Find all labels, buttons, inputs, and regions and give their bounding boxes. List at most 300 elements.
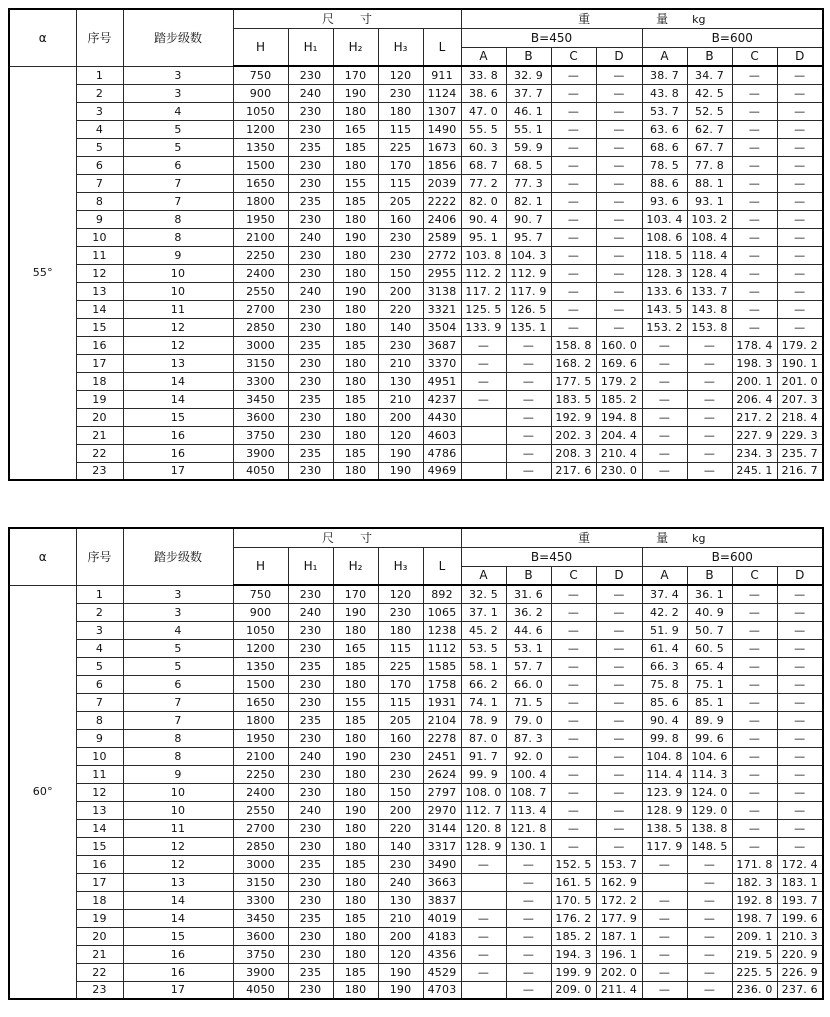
cell: — — [732, 765, 777, 783]
cell: 115 — [378, 639, 423, 657]
cell: — — [732, 675, 777, 693]
table-row — [9, 981, 823, 999]
cell: 2700 — [233, 300, 288, 318]
cell: 99. 9 — [461, 765, 506, 783]
dim-col-header: L — [423, 28, 461, 66]
table-row — [9, 444, 823, 462]
cell: 114. 4 — [642, 765, 687, 783]
cell: — — [506, 981, 551, 999]
cell: 12 — [76, 264, 123, 282]
cell: 185 — [333, 390, 378, 408]
cell: — — [732, 603, 777, 621]
cell: 75. 8 — [642, 675, 687, 693]
cell: 207. 3 — [777, 390, 823, 408]
cell: 90. 4 — [642, 711, 687, 729]
table-row — [9, 408, 823, 426]
cell: 36. 2 — [506, 603, 551, 621]
cell: 112. 7 — [461, 801, 506, 819]
cell: 52. 5 — [687, 102, 732, 120]
cell: 1673 — [423, 138, 461, 156]
cell: 1 — [76, 66, 123, 84]
cell: 230. 0 — [596, 462, 642, 480]
cell: 1758 — [423, 675, 461, 693]
cell: 230 — [288, 675, 333, 693]
cell: — — [506, 444, 551, 462]
cell: 68. 6 — [642, 138, 687, 156]
cell: — — [506, 873, 551, 891]
cell: 3900 — [233, 963, 288, 981]
cell: 200 — [378, 801, 423, 819]
cell: 37. 7 — [506, 84, 551, 102]
cell: 190 — [333, 801, 378, 819]
cell: 240 — [288, 801, 333, 819]
cell: 171. 8 — [732, 855, 777, 873]
table-row — [9, 174, 823, 192]
cell: 1931 — [423, 693, 461, 711]
cell: 182. 3 — [732, 873, 777, 891]
cell: 240 — [288, 603, 333, 621]
table-row — [9, 909, 823, 927]
cell: 51. 9 — [642, 621, 687, 639]
cell: — — [506, 945, 551, 963]
cell: 68. 7 — [461, 156, 506, 174]
cell: 3837 — [423, 891, 461, 909]
cell: 230 — [288, 318, 333, 336]
cell: 200 — [378, 408, 423, 426]
cell: — — [596, 801, 642, 819]
cell: 3600 — [233, 408, 288, 426]
cell: — — [551, 639, 596, 657]
dims-title-text: 寸 — [360, 12, 373, 27]
cell: — — [506, 855, 551, 873]
cell: 187. 1 — [596, 927, 642, 945]
cell: 100. 4 — [506, 765, 551, 783]
cell: — — [551, 729, 596, 747]
cell: — — [551, 801, 596, 819]
cell: 216. 7 — [777, 462, 823, 480]
cell: — — [732, 318, 777, 336]
cell: 178. 4 — [732, 336, 777, 354]
cell: 230 — [288, 729, 333, 747]
cell: 185 — [333, 657, 378, 675]
cell: — — [551, 84, 596, 102]
cell: 12 — [76, 783, 123, 801]
cell: — — [687, 873, 732, 891]
cell: — — [777, 300, 823, 318]
cell: 170 — [378, 156, 423, 174]
cell: 34. 7 — [687, 66, 732, 84]
cell: 4969 — [423, 462, 461, 480]
cell: — — [732, 657, 777, 675]
cell: 240 — [288, 84, 333, 102]
cell: 108. 4 — [687, 228, 732, 246]
table-row — [9, 336, 823, 354]
table-row — [9, 603, 823, 621]
cell: 230 — [288, 891, 333, 909]
cell: 93. 6 — [642, 192, 687, 210]
weight-subcol-header: C — [732, 566, 777, 585]
cell: — — [777, 66, 823, 84]
cell: 210 — [378, 390, 423, 408]
cell: 230 — [288, 102, 333, 120]
cell: 217. 2 — [732, 408, 777, 426]
cell: 12 — [123, 318, 233, 336]
cell: 230 — [288, 246, 333, 264]
table-row — [9, 354, 823, 372]
cell: 180 — [333, 264, 378, 282]
weight-unit-label: kg — [692, 532, 706, 546]
cell: — — [777, 138, 823, 156]
cell: 1 — [76, 585, 123, 603]
cell: — — [732, 120, 777, 138]
table-row — [9, 711, 823, 729]
cell: 4050 — [233, 981, 288, 999]
cell: 115 — [378, 120, 423, 138]
cell: 2589 — [423, 228, 461, 246]
cell: 180 — [333, 675, 378, 693]
cell: 1650 — [233, 174, 288, 192]
cell: — — [551, 585, 596, 603]
cell: 3450 — [233, 390, 288, 408]
cell: 230 — [288, 873, 333, 891]
cell: 3300 — [233, 891, 288, 909]
cell: 3 — [123, 603, 233, 621]
cell: 112. 9 — [506, 264, 551, 282]
cell: 165 — [333, 120, 378, 138]
cell: 200. 1 — [732, 372, 777, 390]
cell: 17 — [76, 354, 123, 372]
cell: 235 — [288, 711, 333, 729]
cell: — — [596, 174, 642, 192]
cell: — — [687, 444, 732, 462]
cell: 230 — [288, 156, 333, 174]
cell: 5 — [76, 657, 123, 675]
cell: 225. 5 — [732, 963, 777, 981]
cell: 8 — [76, 192, 123, 210]
cell: 1800 — [233, 192, 288, 210]
table-body — [9, 66, 823, 480]
cell: 7 — [123, 693, 233, 711]
cell: 230 — [288, 264, 333, 282]
cell: 1112 — [423, 639, 461, 657]
cell: 130. 1 — [506, 837, 551, 855]
cell: — — [732, 819, 777, 837]
cell: 123. 9 — [642, 783, 687, 801]
cell: 91. 7 — [461, 747, 506, 765]
cell: 227. 9 — [732, 426, 777, 444]
cell: 3663 — [423, 873, 461, 891]
cell: 179. 2 — [596, 372, 642, 390]
cell: 193. 7 — [777, 891, 823, 909]
cell: 180 — [333, 765, 378, 783]
cell: — — [687, 945, 732, 963]
table-row — [9, 246, 823, 264]
cell: — — [732, 138, 777, 156]
cell: 125. 5 — [461, 300, 506, 318]
cell: 192. 9 — [551, 408, 596, 426]
cell: 128. 3 — [642, 264, 687, 282]
cell: 230 — [288, 621, 333, 639]
cell: 230 — [288, 462, 333, 480]
cell: — — [687, 354, 732, 372]
cell: — — [732, 747, 777, 765]
cell: 219. 5 — [732, 945, 777, 963]
cell: — — [687, 336, 732, 354]
cell: 190 — [333, 84, 378, 102]
cell: 9 — [76, 210, 123, 228]
cell: 2100 — [233, 747, 288, 765]
cell: — — [596, 747, 642, 765]
cell: 172. 4 — [777, 855, 823, 873]
cell: 230 — [288, 585, 333, 603]
cell: 6 — [76, 675, 123, 693]
cell: 8 — [123, 729, 233, 747]
cell: 2400 — [233, 783, 288, 801]
cell: 1307 — [423, 102, 461, 120]
cell: 235 — [288, 336, 333, 354]
cell: 180 — [333, 246, 378, 264]
cell: 180 — [333, 210, 378, 228]
cell: 58. 1 — [461, 657, 506, 675]
cell: 108. 6 — [642, 228, 687, 246]
col-header-alpha: α — [9, 528, 76, 585]
cell: 11 — [76, 765, 123, 783]
weight-subcol-header: C — [732, 47, 777, 66]
cell: 229. 3 — [777, 426, 823, 444]
cell: 77. 3 — [506, 174, 551, 192]
weight-subcol-header: A — [461, 566, 506, 585]
cell: 230 — [288, 837, 333, 855]
cell: 63. 6 — [642, 120, 687, 138]
weight-unit-label: kg — [692, 13, 706, 27]
cell: 88. 6 — [642, 174, 687, 192]
cell: 2772 — [423, 246, 461, 264]
cell: 172. 2 — [596, 891, 642, 909]
cell: 117. 9 — [642, 837, 687, 855]
cell: 2100 — [233, 228, 288, 246]
cell: 3600 — [233, 927, 288, 945]
cell: 3150 — [233, 354, 288, 372]
cell: — — [596, 675, 642, 693]
cell: — — [461, 390, 506, 408]
table-row — [9, 585, 823, 603]
table-row — [9, 873, 823, 891]
cell: 230 — [288, 174, 333, 192]
cell: 190 — [378, 981, 423, 999]
cell: 47. 0 — [461, 102, 506, 120]
cell: 23 — [76, 462, 123, 480]
cell: 90. 7 — [506, 210, 551, 228]
cell: 82. 0 — [461, 192, 506, 210]
cell: 205 — [378, 192, 423, 210]
cell: 209. 0 — [551, 981, 596, 999]
cell: 237. 6 — [777, 981, 823, 999]
cell: — — [687, 963, 732, 981]
cell: 194. 8 — [596, 408, 642, 426]
cell: 120 — [378, 426, 423, 444]
table-row — [9, 102, 823, 120]
cell: 3900 — [233, 444, 288, 462]
cell: 128. 9 — [642, 801, 687, 819]
cell: 14 — [76, 819, 123, 837]
cell: — — [551, 819, 596, 837]
weight-subcol-header: B — [687, 566, 732, 585]
cell: 208. 3 — [551, 444, 596, 462]
cell: 2797 — [423, 783, 461, 801]
cell: — — [687, 927, 732, 945]
cell: — — [732, 729, 777, 747]
cell: 190 — [378, 462, 423, 480]
cell: — — [596, 228, 642, 246]
cell: 85. 1 — [687, 693, 732, 711]
dims-title-text: 尺 — [321, 12, 334, 27]
cell: 180 — [378, 102, 423, 120]
cell: — — [596, 66, 642, 84]
cell: — — [461, 927, 506, 945]
cell: 2 — [76, 603, 123, 621]
cell: 12 — [123, 336, 233, 354]
weight-subcol-header: D — [777, 47, 823, 66]
cell: 230 — [378, 336, 423, 354]
cell: 185 — [333, 855, 378, 873]
cell: 115 — [378, 174, 423, 192]
cell: — — [596, 837, 642, 855]
cell: 185 — [333, 192, 378, 210]
cell: 180 — [333, 354, 378, 372]
cell: 230 — [288, 783, 333, 801]
cell: 115 — [378, 693, 423, 711]
cell: 750 — [233, 585, 288, 603]
cell: 3750 — [233, 945, 288, 963]
cell: 230 — [288, 819, 333, 837]
cell: 32. 5 — [461, 585, 506, 603]
cell: 158. 8 — [551, 336, 596, 354]
table-row — [9, 819, 823, 837]
cell: 15 — [76, 318, 123, 336]
cell: 5 — [123, 138, 233, 156]
cell: 190 — [333, 228, 378, 246]
cell: 135. 1 — [506, 318, 551, 336]
cell: 8 — [123, 747, 233, 765]
cell: — — [596, 318, 642, 336]
cell: 108. 7 — [506, 783, 551, 801]
cell: 225 — [378, 657, 423, 675]
cell: 3490 — [423, 855, 461, 873]
cell: — — [506, 354, 551, 372]
cell: — — [596, 693, 642, 711]
cell: — — [551, 747, 596, 765]
cell: — — [461, 354, 506, 372]
cell: 16 — [123, 426, 233, 444]
cell: 59. 9 — [506, 138, 551, 156]
cell: — — [551, 693, 596, 711]
cell: 14 — [76, 300, 123, 318]
table-row — [9, 426, 823, 444]
cell: 6 — [76, 156, 123, 174]
table-header — [9, 9, 823, 66]
cell: — — [551, 783, 596, 801]
cell: 1650 — [233, 693, 288, 711]
cell: — — [596, 657, 642, 675]
cell: 23 — [76, 981, 123, 999]
cell: — — [506, 891, 551, 909]
cell: — — [777, 675, 823, 693]
cell: 1050 — [233, 102, 288, 120]
cell: — — [687, 855, 732, 873]
b450-group-header: B=450 — [461, 547, 642, 566]
table-row — [9, 675, 823, 693]
cell: — — [777, 246, 823, 264]
cell: 2039 — [423, 174, 461, 192]
cell: 95. 7 — [506, 228, 551, 246]
cell: 4183 — [423, 927, 461, 945]
table-row — [9, 300, 823, 318]
cell: 180 — [333, 102, 378, 120]
cell: 185. 2 — [551, 927, 596, 945]
dim-col-header: L — [423, 547, 461, 585]
cell: 4430 — [423, 408, 461, 426]
weight-subcol-header: D — [596, 47, 642, 66]
cell: — — [687, 909, 732, 927]
cell: 230 — [378, 84, 423, 102]
cell: 37. 1 — [461, 603, 506, 621]
cell: 750 — [233, 66, 288, 84]
dims-group-header — [233, 528, 461, 547]
cell: 3317 — [423, 837, 461, 855]
cell: 57. 7 — [506, 657, 551, 675]
cell: — — [777, 693, 823, 711]
cell — [461, 981, 506, 999]
cell: — — [687, 981, 732, 999]
cell: — — [551, 102, 596, 120]
cell: 911 — [423, 66, 461, 84]
table-row — [9, 729, 823, 747]
cell: 202. 3 — [551, 426, 596, 444]
cell: — — [551, 156, 596, 174]
cell: 74. 1 — [461, 693, 506, 711]
cell: 5 — [123, 120, 233, 138]
cell: 218. 4 — [777, 408, 823, 426]
cell: 15 — [123, 408, 233, 426]
cell: 160 — [378, 729, 423, 747]
cell: — — [777, 210, 823, 228]
cell: 153. 8 — [687, 318, 732, 336]
cell: 170 — [333, 66, 378, 84]
cell: — — [596, 282, 642, 300]
cell: 235 — [288, 390, 333, 408]
weight-subcol-header: C — [551, 47, 596, 66]
cell: 235 — [288, 444, 333, 462]
table-row — [9, 462, 823, 480]
cell: 4356 — [423, 945, 461, 963]
cell: 3 — [123, 84, 233, 102]
cell: 230 — [378, 603, 423, 621]
cell: 120 — [378, 66, 423, 84]
cell: 11 — [123, 819, 233, 837]
cell: 235 — [288, 138, 333, 156]
cell: 5 — [123, 639, 233, 657]
cell: — — [732, 228, 777, 246]
cell: — — [777, 765, 823, 783]
cell — [461, 891, 506, 909]
cell: — — [777, 783, 823, 801]
cell: 13 — [76, 282, 123, 300]
cell: 10 — [76, 747, 123, 765]
table-row — [9, 927, 823, 945]
cell: 230 — [288, 426, 333, 444]
cell: — — [551, 657, 596, 675]
cell: — — [551, 300, 596, 318]
